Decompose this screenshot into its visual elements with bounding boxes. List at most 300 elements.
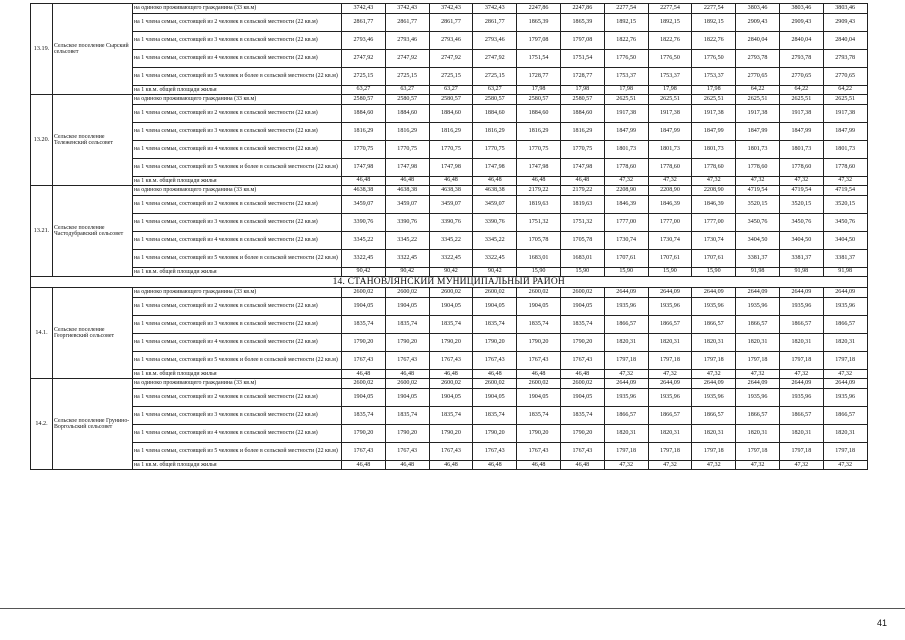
value-cell: 1790,20 [429, 333, 473, 351]
value-cell: 3742,43 [429, 4, 473, 14]
category-label: на одиноко проживающего гражданина (33 кв.м) [133, 186, 342, 196]
value-cell: 1751,54 [560, 49, 604, 67]
value-cell: 1730,74 [604, 231, 648, 249]
value-cell: 1767,43 [560, 442, 604, 460]
value-cell: 15,90 [560, 267, 604, 277]
table-row [31, 231, 868, 249]
value-cell: 1822,76 [648, 31, 692, 49]
value-cell: 1835,74 [385, 315, 429, 333]
value-cell: 4638,38 [385, 186, 429, 196]
value-cell: 1751,32 [517, 213, 561, 231]
value-cell: 3742,43 [342, 4, 386, 14]
value-cell: 1767,43 [473, 351, 517, 369]
value-cell: 1797,18 [736, 442, 780, 460]
value-cell: 1767,43 [342, 351, 386, 369]
value-cell: 63,27 [385, 85, 429, 95]
value-cell: 47,32 [604, 176, 648, 186]
category-label: на 1 члена семьи, состоящей из 5 человек и более в сельской местности (22 кв.м) [133, 351, 342, 369]
value-cell: 1917,38 [648, 104, 692, 122]
value-cell: 91,98 [823, 267, 867, 277]
value-cell: 1935,96 [604, 297, 648, 315]
value-cell: 4638,38 [473, 186, 517, 196]
value-cell: 1753,37 [604, 67, 648, 85]
value-cell: 2747,92 [429, 49, 473, 67]
value-cell: 2625,51 [779, 95, 823, 105]
value-cell: 1820,31 [736, 333, 780, 351]
section-title: 14. СТАНОВЛЯНСКИЙ МУНИЦИПАЛЬНЫЙ РАЙОН [31, 277, 868, 288]
value-cell: 2909,43 [823, 13, 867, 31]
value-cell: 47,32 [823, 460, 867, 470]
value-cell: 1866,57 [779, 315, 823, 333]
value-cell: 1801,73 [648, 140, 692, 158]
value-cell: 2208,90 [604, 186, 648, 196]
value-cell: 46,48 [560, 176, 604, 186]
value-cell: 1790,20 [560, 424, 604, 442]
value-cell: 2644,09 [692, 288, 736, 298]
value-cell: 3345,22 [342, 231, 386, 249]
value-cell: 1751,32 [560, 213, 604, 231]
value-cell: 15,90 [517, 267, 561, 277]
value-cell: 46,48 [342, 460, 386, 470]
value-cell: 46,48 [473, 176, 517, 186]
value-cell: 3345,22 [473, 231, 517, 249]
value-cell: 1904,05 [517, 297, 561, 315]
table-row [31, 67, 868, 85]
value-cell: 1904,05 [429, 297, 473, 315]
value-cell: 3803,46 [736, 4, 780, 14]
value-cell: 1767,43 [560, 351, 604, 369]
value-cell: 1835,74 [517, 406, 561, 424]
value-cell: 3742,43 [385, 4, 429, 14]
value-cell: 1730,74 [648, 231, 692, 249]
value-cell: 4719,54 [823, 186, 867, 196]
value-cell: 46,48 [429, 176, 473, 186]
value-cell: 1904,05 [473, 297, 517, 315]
value-cell: 2277,54 [604, 4, 648, 14]
value-cell: 2770,65 [736, 67, 780, 85]
value-cell: 46,48 [429, 369, 473, 379]
table-row [31, 31, 868, 49]
value-cell: 3803,46 [779, 4, 823, 14]
value-cell: 47,32 [692, 176, 736, 186]
value-cell: 47,32 [736, 460, 780, 470]
value-cell: 1866,57 [692, 406, 736, 424]
value-cell: 2580,57 [517, 95, 561, 105]
value-cell: 1747,98 [429, 158, 473, 176]
value-cell: 2644,09 [648, 288, 692, 298]
table-row [31, 85, 868, 95]
value-cell: 63,27 [429, 85, 473, 95]
value-cell: 1820,31 [648, 424, 692, 442]
value-cell: 1935,96 [692, 388, 736, 406]
table-row [31, 267, 868, 277]
category-label: на 1 члена семьи, состоящей из 3 человек в сельской местности (22 кв.м) [133, 406, 342, 424]
value-cell: 1747,98 [385, 158, 429, 176]
row-number: 13.19. [31, 4, 53, 95]
page-bottom-divider [0, 608, 905, 609]
value-cell: 1820,31 [692, 333, 736, 351]
value-cell: 2793,46 [429, 31, 473, 49]
value-cell: 1904,05 [385, 297, 429, 315]
value-cell: 1816,29 [560, 122, 604, 140]
value-cell: 1820,31 [604, 424, 648, 442]
value-cell: 2793,46 [473, 31, 517, 49]
value-cell: 1904,05 [385, 388, 429, 406]
value-cell: 2600,02 [342, 288, 386, 298]
value-cell: 91,98 [736, 267, 780, 277]
value-cell: 3390,76 [473, 213, 517, 231]
value-cell: 2725,15 [385, 67, 429, 85]
table-row [31, 351, 868, 369]
table-row [31, 140, 868, 158]
value-cell: 15,90 [604, 267, 648, 277]
settlement-name: Сельское поселение Тележенский сельсовет [53, 95, 133, 186]
value-cell: 46,48 [385, 460, 429, 470]
value-cell: 2600,02 [560, 379, 604, 389]
table-row [31, 176, 868, 186]
category-label: на 1 члена семьи, состоящей из 3 человек в сельской местности (22 кв.м) [133, 315, 342, 333]
value-cell: 1797,08 [560, 31, 604, 49]
value-cell: 1797,18 [604, 442, 648, 460]
value-cell: 2725,15 [429, 67, 473, 85]
category-label: на 1 члена семьи, состоящей из 3 человек в сельской местности (22 кв.м) [133, 122, 342, 140]
value-cell: 3459,07 [342, 195, 386, 213]
value-cell: 2625,51 [604, 95, 648, 105]
value-cell: 1904,05 [560, 388, 604, 406]
value-cell: 2600,02 [429, 379, 473, 389]
value-cell: 1835,74 [342, 315, 386, 333]
value-cell: 2861,77 [429, 13, 473, 31]
value-cell: 1797,18 [736, 351, 780, 369]
value-cell: 1935,96 [823, 297, 867, 315]
value-cell: 1790,20 [385, 333, 429, 351]
value-cell: 1790,20 [342, 424, 386, 442]
value-cell: 1866,57 [604, 406, 648, 424]
value-cell: 1705,78 [560, 231, 604, 249]
value-cell: 1892,15 [692, 13, 736, 31]
value-cell: 2770,65 [823, 67, 867, 85]
value-cell: 2247,86 [560, 4, 604, 14]
table-row [31, 158, 868, 176]
value-cell: 3390,76 [429, 213, 473, 231]
value-cell: 1866,57 [692, 315, 736, 333]
value-cell: 1816,29 [342, 122, 386, 140]
value-cell: 1767,43 [429, 351, 473, 369]
value-cell: 1847,99 [736, 122, 780, 140]
category-label: на одиноко проживающего гражданина (33 кв.м) [133, 379, 342, 389]
value-cell: 46,48 [385, 369, 429, 379]
table-row [31, 213, 868, 231]
category-label: на одиноко проживающего гражданина (33 кв.м) [133, 4, 342, 14]
table-row [31, 369, 868, 379]
value-cell: 1892,15 [648, 13, 692, 31]
value-cell: 1917,38 [736, 104, 780, 122]
value-cell: 1683,01 [560, 249, 604, 267]
value-cell: 2179,22 [517, 186, 561, 196]
value-cell: 3322,45 [342, 249, 386, 267]
value-cell: 1777,00 [692, 213, 736, 231]
value-cell: 3404,50 [736, 231, 780, 249]
value-cell: 2600,02 [342, 379, 386, 389]
value-cell: 91,98 [779, 267, 823, 277]
value-cell: 1797,18 [648, 351, 692, 369]
value-cell: 1751,54 [517, 49, 561, 67]
value-cell: 1935,96 [648, 297, 692, 315]
category-label: на 1 члена семьи, состоящей из 2 человек в сельской местности (22 кв.м) [133, 13, 342, 31]
table-row [31, 186, 868, 196]
table-row [31, 104, 868, 122]
value-cell: 1730,74 [692, 231, 736, 249]
value-cell: 2277,54 [648, 4, 692, 14]
value-cell: 3404,50 [779, 231, 823, 249]
value-cell: 1797,18 [692, 442, 736, 460]
value-cell: 2600,02 [560, 288, 604, 298]
category-label: на 1 члена семьи, состоящей из 4 человек в сельской местности (22 кв.м) [133, 333, 342, 351]
value-cell: 1753,37 [692, 67, 736, 85]
value-cell: 46,48 [560, 460, 604, 470]
value-cell: 1816,29 [429, 122, 473, 140]
value-cell: 2747,92 [342, 49, 386, 67]
value-cell: 46,48 [342, 369, 386, 379]
value-cell: 1935,96 [736, 388, 780, 406]
value-cell: 1776,50 [692, 49, 736, 67]
value-cell: 1865,39 [560, 13, 604, 31]
value-cell: 2600,02 [473, 288, 517, 298]
value-cell: 1847,99 [604, 122, 648, 140]
table-row [31, 460, 868, 470]
value-cell: 3345,22 [385, 231, 429, 249]
value-cell: 1797,18 [823, 351, 867, 369]
value-cell: 2208,90 [648, 186, 692, 196]
value-cell: 1801,73 [779, 140, 823, 158]
value-cell: 2793,78 [736, 49, 780, 67]
value-cell: 3322,45 [473, 249, 517, 267]
category-label: на одиноко проживающего гражданина (33 кв.м) [133, 288, 342, 298]
value-cell: 1776,50 [604, 49, 648, 67]
value-cell: 2793,46 [342, 31, 386, 49]
row-number: 14.2. [31, 379, 53, 470]
value-cell: 2247,86 [517, 4, 561, 14]
value-cell: 46,48 [517, 460, 561, 470]
value-cell: 1846,39 [692, 195, 736, 213]
value-cell: 2840,04 [736, 31, 780, 49]
category-label: на 1 члена семьи, состоящей из 3 человек в сельской местности (22 кв.м) [133, 31, 342, 49]
value-cell: 90,42 [473, 267, 517, 277]
value-cell: 3381,37 [823, 249, 867, 267]
value-cell: 64,22 [779, 85, 823, 95]
value-cell: 46,48 [342, 176, 386, 186]
value-cell: 46,48 [473, 460, 517, 470]
value-cell: 1778,60 [823, 158, 867, 176]
value-cell: 1770,75 [342, 140, 386, 158]
value-cell: 1884,60 [385, 104, 429, 122]
table-row [31, 297, 868, 315]
value-cell: 46,48 [517, 176, 561, 186]
value-cell: 1801,73 [692, 140, 736, 158]
value-cell: 1790,20 [473, 333, 517, 351]
value-cell: 1820,31 [779, 333, 823, 351]
category-label: на 1 члена семьи, состоящей из 5 человек и более в сельской местности (22 кв.м) [133, 442, 342, 460]
value-cell: 1904,05 [560, 297, 604, 315]
value-cell: 90,42 [385, 267, 429, 277]
value-cell: 1777,00 [648, 213, 692, 231]
table-row [31, 13, 868, 31]
value-cell: 1904,05 [342, 297, 386, 315]
category-label: на 1 члена семьи, состоящей из 2 человек в сельской местности (22 кв.м) [133, 297, 342, 315]
page-number: 41 [876, 618, 887, 628]
table-row [31, 379, 868, 389]
value-cell: 1790,20 [560, 333, 604, 351]
value-cell: 2625,51 [648, 95, 692, 105]
value-cell: 3322,45 [385, 249, 429, 267]
value-cell: 1866,57 [736, 315, 780, 333]
value-cell: 1847,99 [648, 122, 692, 140]
value-cell: 2644,09 [736, 288, 780, 298]
value-cell: 1835,74 [429, 315, 473, 333]
value-cell: 3381,37 [779, 249, 823, 267]
value-cell: 17,98 [560, 85, 604, 95]
value-cell: 2179,22 [560, 186, 604, 196]
value-cell: 2644,09 [736, 379, 780, 389]
value-cell: 1835,74 [342, 406, 386, 424]
value-cell: 1820,31 [604, 333, 648, 351]
value-cell: 1767,43 [429, 442, 473, 460]
value-cell: 1904,05 [517, 388, 561, 406]
value-cell: 1835,74 [385, 406, 429, 424]
table-row [31, 424, 868, 442]
value-cell: 64,22 [823, 85, 867, 95]
table-row [31, 195, 868, 213]
value-cell: 1846,39 [648, 195, 692, 213]
value-cell: 46,48 [517, 369, 561, 379]
value-cell: 1778,60 [779, 158, 823, 176]
value-cell: 3459,07 [473, 195, 517, 213]
value-cell: 1707,61 [604, 249, 648, 267]
value-cell: 1935,96 [648, 388, 692, 406]
value-cell: 2725,15 [473, 67, 517, 85]
value-cell: 1835,74 [517, 315, 561, 333]
value-cell: 2580,57 [429, 95, 473, 105]
value-cell: 46,48 [473, 369, 517, 379]
value-cell: 1816,29 [385, 122, 429, 140]
value-cell: 1816,29 [517, 122, 561, 140]
value-cell: 1835,74 [473, 406, 517, 424]
value-cell: 1747,98 [342, 158, 386, 176]
value-cell: 1866,57 [823, 315, 867, 333]
value-cell: 2625,51 [823, 95, 867, 105]
category-label: на 1 члена семьи, состоящей из 5 человек и более в сельской местности (22 кв.м) [133, 158, 342, 176]
value-cell: 2725,15 [342, 67, 386, 85]
value-cell: 1820,31 [648, 333, 692, 351]
category-label: на 1 кв.м. общей площади жилья [133, 460, 342, 470]
value-cell: 47,32 [692, 460, 736, 470]
value-cell: 2644,09 [823, 288, 867, 298]
value-cell: 1797,18 [779, 351, 823, 369]
value-cell: 1683,01 [517, 249, 561, 267]
value-cell: 1770,75 [429, 140, 473, 158]
category-label: на 1 члена семьи, состоящей из 4 человек в сельской местности (22 кв.м) [133, 49, 342, 67]
value-cell: 1770,75 [473, 140, 517, 158]
value-cell: 1884,60 [342, 104, 386, 122]
value-cell: 17,98 [648, 85, 692, 95]
value-cell: 2644,09 [779, 379, 823, 389]
value-cell: 1935,96 [736, 297, 780, 315]
value-cell: 2277,54 [692, 4, 736, 14]
value-cell: 1767,43 [473, 442, 517, 460]
value-cell: 1728,77 [517, 67, 561, 85]
value-cell: 2600,02 [473, 379, 517, 389]
category-label: на одиноко проживающего гражданина (33 кв.м) [133, 95, 342, 105]
value-cell: 2580,57 [385, 95, 429, 105]
value-cell: 1935,96 [692, 297, 736, 315]
value-cell: 1835,74 [473, 315, 517, 333]
value-cell: 1797,18 [692, 351, 736, 369]
value-cell: 2793,46 [385, 31, 429, 49]
tariff-table-body [31, 4, 868, 470]
value-cell: 2861,77 [342, 13, 386, 31]
value-cell: 2625,51 [692, 95, 736, 105]
value-cell: 4638,38 [342, 186, 386, 196]
value-cell: 1816,29 [473, 122, 517, 140]
value-cell: 1917,38 [604, 104, 648, 122]
settlement-name: Сельское поселение Сырский сельсовет [53, 4, 133, 95]
value-cell: 2580,57 [473, 95, 517, 105]
value-cell: 2644,09 [604, 288, 648, 298]
value-cell: 47,32 [779, 460, 823, 470]
table-row [31, 95, 868, 105]
value-cell: 3390,76 [385, 213, 429, 231]
value-cell: 3450,76 [736, 213, 780, 231]
value-cell: 2580,57 [560, 95, 604, 105]
category-label: на 1 члена семьи, состоящей из 4 человек в сельской местности (22 кв.м) [133, 140, 342, 158]
value-cell: 2840,04 [779, 31, 823, 49]
value-cell: 1801,73 [736, 140, 780, 158]
value-cell: 2644,09 [779, 288, 823, 298]
value-cell: 47,32 [648, 460, 692, 470]
value-cell: 1935,96 [779, 388, 823, 406]
value-cell: 3520,15 [736, 195, 780, 213]
value-cell: 1747,98 [517, 158, 561, 176]
value-cell: 1790,20 [473, 424, 517, 442]
table-row [31, 122, 868, 140]
value-cell: 1904,05 [473, 388, 517, 406]
value-cell: 1767,43 [342, 442, 386, 460]
value-cell: 4719,54 [779, 186, 823, 196]
category-label: на 1 члена семьи, состоящей из 2 человек в сельской местности (22 кв.м) [133, 388, 342, 406]
value-cell: 2909,43 [736, 13, 780, 31]
category-label: на 1 члена семьи, состоящей из 5 человек и более в сельской местности (22 кв.м) [133, 67, 342, 85]
value-cell: 1707,61 [692, 249, 736, 267]
category-label: на 1 члена семьи, состоящей из 5 человек и более в сельской местности (22 кв.м) [133, 249, 342, 267]
value-cell: 1917,38 [692, 104, 736, 122]
value-cell: 1892,15 [604, 13, 648, 31]
value-cell: 47,32 [779, 369, 823, 379]
value-cell: 2644,09 [604, 379, 648, 389]
value-cell: 1747,98 [560, 158, 604, 176]
category-label: на 1 члена семьи, состоящей из 2 человек в сельской местности (22 кв.м) [133, 195, 342, 213]
value-cell: 2861,77 [473, 13, 517, 31]
value-cell: 1917,38 [823, 104, 867, 122]
value-cell: 1820,31 [736, 424, 780, 442]
value-cell: 1884,60 [473, 104, 517, 122]
value-cell: 2208,90 [692, 186, 736, 196]
value-cell: 1866,57 [648, 406, 692, 424]
value-cell: 1820,31 [692, 424, 736, 442]
value-cell: 1820,31 [779, 424, 823, 442]
value-cell: 1778,60 [648, 158, 692, 176]
table-row [31, 315, 868, 333]
tariff-table [30, 3, 868, 470]
